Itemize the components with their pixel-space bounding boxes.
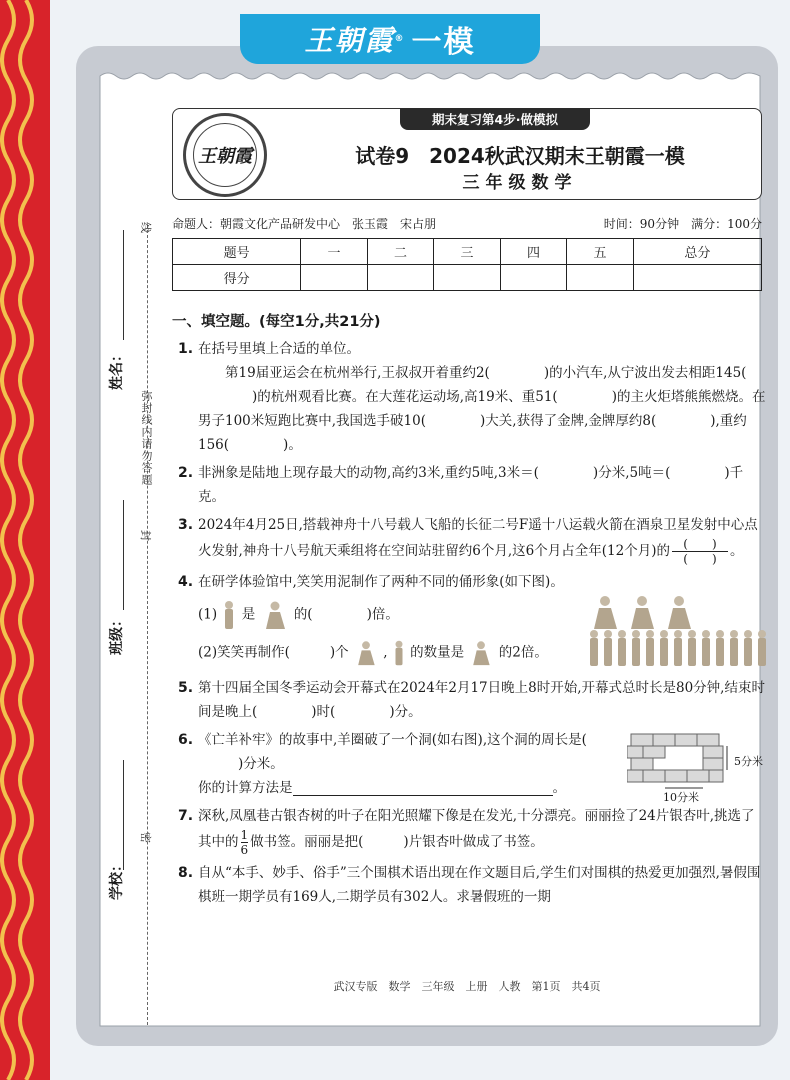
section-title: 一、填空题。(每空1分,共21分) (172, 314, 381, 330)
exam-full-score: 满分：100分 (691, 217, 762, 231)
registered-mark: ® (394, 34, 404, 44)
standing-figurines-group-icon (587, 628, 767, 668)
score-table-header: 五 (567, 239, 634, 265)
standing-figurine-icon (221, 600, 237, 630)
binding-seal-mark: 封 (139, 530, 152, 541)
question-number: 3. (178, 517, 194, 533)
binding-secret-mark: 密 (139, 832, 152, 843)
score-cell[interactable] (301, 265, 368, 291)
question-8: 8. 自从“本手、妙手、俗手”三个围棋术语出现在作文题目后,学生们对围棋的热爱更加强烈,暑假围棋班一期学员有169人,二期学员有302人。求暑假班的一期 (172, 861, 767, 909)
brand-badge (183, 113, 267, 197)
question-number: 8. (178, 865, 194, 881)
score-table-header: 总分 (633, 239, 761, 265)
kneeling-figurines-group-icon (587, 594, 697, 630)
question-number: 5. (178, 680, 194, 696)
question-4-part-1: (1) 是 的( )倍。 (172, 600, 767, 634)
name-line (123, 230, 124, 340)
question-number: 1. (178, 341, 194, 357)
score-table-score-row (173, 265, 762, 291)
score-table (172, 238, 762, 291)
school-label: 学校： (109, 858, 125, 900)
question-4: 4. 在研学体验馆中,笑笑用泥制作了两种不同的俑形象(如下图)。 (172, 570, 767, 594)
fraction-blank[interactable]: $\frac{( )}{( )}$ (672, 537, 728, 566)
kneeling-figurine-icon (353, 638, 379, 668)
question-number: 4. (178, 574, 194, 590)
question-number: 2. (178, 465, 194, 481)
question-6: 6. 《亡羊补牢》的故事中,羊圈破了一个洞(如右图),这个洞的周长是()分米。 你的计算方法是 。 5分米 10分米 (172, 728, 767, 800)
question-number: 6. (178, 732, 194, 748)
kneeling-figurine-icon (260, 600, 290, 630)
hole-width-label: 10分米 (663, 791, 699, 804)
review-stage-tab: 期末复习第4步·做模拟 (400, 108, 590, 130)
binding-line-mark: 线 (139, 222, 152, 233)
exam-authors: 命题人：朝霞文化产品研发中心 张玉霞 宋占朋 (172, 217, 437, 231)
exam-meta (172, 215, 762, 232)
page-footer: 武汉专版 数学 三年级 上册 人教 第1页 共4页 (333, 980, 601, 993)
standing-figurine-icon (392, 638, 406, 668)
brand-badge-text: 王朝霞 (193, 123, 257, 187)
exam-time: 时间：90分钟 (603, 217, 680, 231)
score-table-header: 一 (301, 239, 368, 265)
method-answer-line[interactable] (293, 782, 553, 796)
class-line (123, 500, 124, 610)
question-number: 7. (178, 808, 194, 824)
class-label: 班级： (109, 613, 125, 655)
score-table-header: 四 (500, 239, 567, 265)
score-row-label: 得分 (173, 265, 301, 291)
question-stem: 在括号里填上合适的单位。 (198, 341, 360, 357)
fraction-one-sixth: $\frac{1}{6}$ (240, 828, 249, 857)
question-5: 5. 第十四届全国冬季运动会开幕式在2024年2月17日晚上8时开始,开幕式总时长是80分钟,结束时间是晚上( )时( )分。 (172, 676, 767, 724)
score-table-header: 题号 (173, 239, 301, 265)
exam-title: 试卷9 2024秋武汉期末王朝霞一模 (355, 144, 685, 168)
binding-warning: 弥封线内请勿答题 (140, 390, 153, 486)
exam-content (172, 310, 767, 913)
brand-header-tab (240, 14, 540, 64)
exam-subject: 三年级数学 (462, 173, 578, 193)
brand-mode: 一模 (411, 25, 476, 60)
binding-strip (100, 200, 162, 1020)
brand-logo: 王朝霞 (304, 24, 395, 57)
score-table-header-row (173, 239, 762, 265)
question-7: 7. 深秋,凤凰巷古银杏树的叶子在阳光照耀下像是在发光,十分漂亮。丽丽捡了24片银杏叶,挑选了其中的 $\frac{1}{6}$ 做书签。丽丽是把( )片银杏叶做成了书签。 (172, 804, 767, 857)
question-body: 第19届亚运会在杭州举行,王叔叔开着重约2( )的小汽车,从宁波出发去相距145()的杭州观看比赛。在大莲花运动场,高19米、重51( )的主火炬塔熊熊燃烧。在男子100米短跑比赛中,我国选手破10( )大关,获得了金牌,金牌厚约8( ),重约156( )。 (198, 365, 766, 453)
student-name-label: 姓名： (109, 348, 125, 390)
score-cell[interactable] (567, 265, 634, 291)
score-cell[interactable] (367, 265, 434, 291)
question-2: 2. 非洲象是陆地上现存最大的动物,高约3米,重约5吨,3米＝( )分米,5吨＝( )千克。 (172, 461, 767, 509)
score-cell[interactable] (434, 265, 501, 291)
question-4-part-2: (2)笑笑再制作( )个 , 的数量是 的2倍。 (172, 638, 767, 672)
score-table-header: 三 (434, 239, 501, 265)
question-3: 3. 2024年4月25日,搭载神舟十八号载人飞船的长征二号F遥十八运载火箭在酒泉卫星发射中心点火发射,神舟十八号航天乘组将在空间站驻留约6个月,这6个月占全年(12个月)的 $\frac{( )}{( )}$ 。 (172, 513, 767, 566)
question-1 (172, 337, 767, 457)
hole-height-label: 5分米 (734, 755, 763, 768)
kneeling-figurine-icon (468, 638, 494, 668)
score-cell[interactable] (633, 265, 761, 291)
school-line (123, 760, 124, 870)
decorative-ribbon (0, 0, 50, 1080)
score-cell[interactable] (500, 265, 567, 291)
score-table-header: 二 (367, 239, 434, 265)
